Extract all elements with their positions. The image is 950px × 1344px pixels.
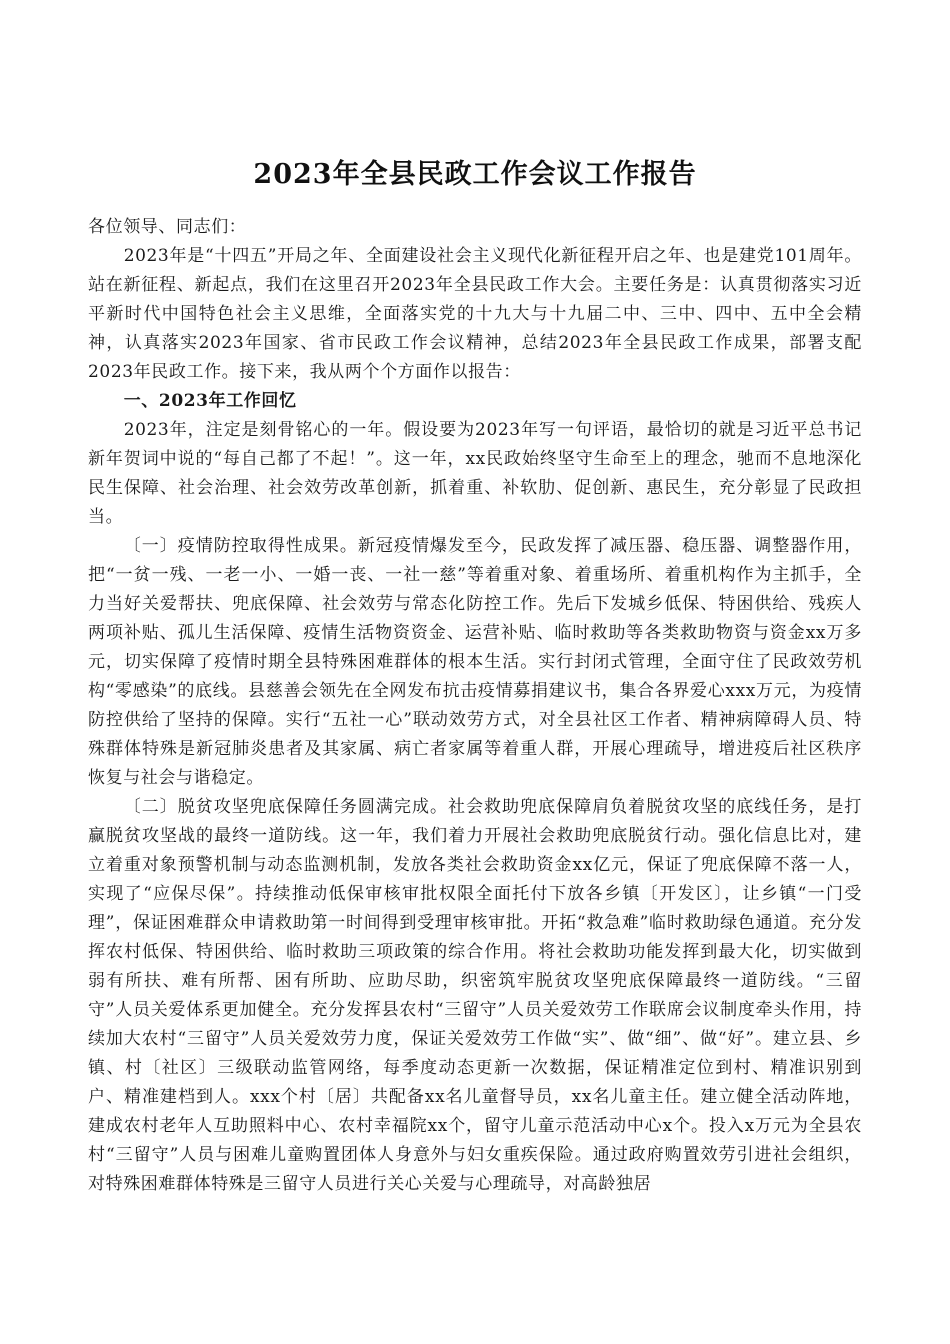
salutation: 各位领导、同志们： [88,217,247,237]
poverty-paragraph: 〔二〕脱贫攻坚兜底保障任务圆满完成。社会救助兜底保障肩负着脱贫攻坚的底线任务，是打赢脱贫攻坚战的最终一道防线。这一年，我们着力开展社会救助兜底脱贫行动。强化信息比对，建立着重对象预警机制与动态监测机制，发放各类社会救助资金xx亿元，保证了兜底保障不落一人，实现了“应保尽保”。持续推动低保审核审批权限全面托付下放各乡镇〔开发区〕，让乡镇“一门受理”，保证困难群众申请救助第一时间得到受理审核审批。开拓“救急难”临时救助绿色通道。充分发挥农村低保、特困供给、临时救助三项政策的综合作用。将社会救助功能发挥到最大化，切实做到弱有所扶、难有所帮、困有所助、应助尽助，织密筑牢脱贫攻坚兜底保障最终一道防线。“三留守”人员关爱体系更加健全。充分发挥县农村“三留守”人员关爱效劳工作联席会议制度牵头作用，持续加大农村“三留守”人员关爱效劳力度，保证关爱效劳工作做“实”、做“细”、做“好”。建立县、乡镇、村〔社区〕三级联动监管网络，每季度动态更新一次数据，保证精准定位到村、精准识别到户、精准建档到人。xxx个村〔居〕共配备xx名儿童督导员，xx名儿童主任。建立健全活动阵地，建成农村老年人互助照料中心、农村幸福院xx个，留守儿童示范活动中心x个。投入x万元为全县农村“三留守”人员与困难儿童购置团体人身意外与妇女重疾保险。通过政府购置效劳引进社会组织，对特殊困难群体特殊是三留守人员进行关心关爱与心理疏导，对高龄独居 [88,797,862,1194]
document-title: 2023年全县民政工作会议工作报告 [253,159,697,190]
section-heading: 一、2023年工作回忆 [123,391,297,411]
review-paragraph: 2023年，注定是刻骨铭心的一年。假设要为2023年写一句评语，最恰切的就是习近平总书记新年贺词中说的“每自己都了不起！”。这一年，xx民政始终坚守生命至上的理念，驰而不息地深化民生保障、社会治理、社会效劳改革创新，抓着重、补软肋、促创新、惠民生，充分彰显了民政担当。 [88,420,862,527]
epidemic-paragraph: 〔一〕疫情防控取得性成果。新冠疫情爆发至今，民政发挥了减压器、稳压器、调整器作用，把“一贫一残、一老一小、一婚一丧、一社一慈”等着重对象、着重场所、着重机构作为主抓手，全力当好关爱帮扶、兜底保障、社会效劳与常态化防控工作。先后下发城乡低保、特困供给、残疾人两项补贴、孤儿生活保障、疫情生活物资资金、运营补贴、临时救助等各类救助物资与资金xx万多元，切实保障了疫情时期全县特殊困难群体的根本生活。实行封闭式管理，全面守住了民政效劳机构“零感染”的底线。县慈善会领先在全网发布抗击疫情募捐建议书，集合各界爱心xxx万元，为疫情防控供给了坚持的保障。实行“五社一心”联动效劳方式，对全县社区工作者、精神病障碍人员、特殊群体特殊是新冠肺炎患者及其家属、病亡者家属等着重人群，开展心理疏导，增进疫后社区秩序恢复与社会与谐稳定。 [88,536,862,788]
document-body [88,213,862,1199]
intro-paragraph: 2023年是“十四五”开局之年、全面建设社会主义现代化新征程开启之年、也是建党101周年。站在新征程、新起点，我们在这里召开2023年全县民政工作大会。主要任务是：认真贯彻落实习近平新时代中国特色社会主义思维，全面落实党的十九大与十九届二中、三中、四中、五中全会精神，认真落实2023年国家、省市民政工作会议精神，总结2023年全县民政工作成果，部署支配2023年民政工作。接下来，我从两个个方面作以报告： [88,246,862,382]
